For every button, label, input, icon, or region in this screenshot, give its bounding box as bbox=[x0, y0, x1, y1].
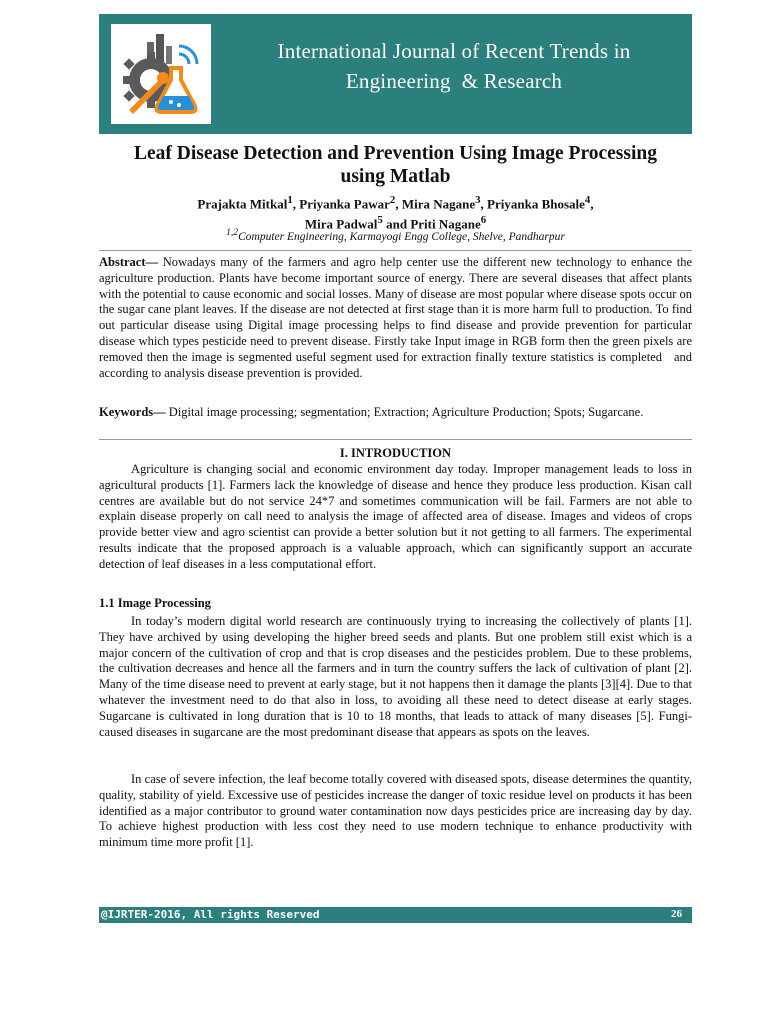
page-number: 26 bbox=[671, 908, 682, 920]
author-sup: 3 bbox=[475, 194, 481, 206]
journal-header bbox=[99, 14, 692, 134]
abstract bbox=[99, 255, 696, 381]
author-sup: 2 bbox=[389, 194, 396, 206]
author-name: Priyanka Pawar bbox=[299, 196, 390, 212]
paper-title-line2: using Matlab bbox=[340, 166, 451, 187]
paper-title bbox=[99, 142, 692, 188]
abstract-label: Abstract— bbox=[99, 255, 159, 269]
divider bbox=[99, 250, 692, 251]
journal-title bbox=[224, 36, 684, 96]
journal-logo bbox=[111, 24, 211, 124]
author-name: Priyanka Bhosale bbox=[487, 196, 585, 212]
paper-title-line1: Leaf Disease Detection and Prevention Using Image Processing bbox=[133, 143, 657, 164]
journal-title-line2: Engineering & Research bbox=[345, 69, 563, 93]
author-name: Priti Nagane bbox=[410, 216, 481, 232]
author-sup: 5 bbox=[377, 214, 383, 227]
subsection-heading: 1.1 Image Processing bbox=[99, 596, 211, 610]
abstract-text: Nowadays many of the farmers and agro help center use the different new technology to enhance the agriculture production. Plants have become important source of energy. There are several diseases that affect plants with the potential to cause economic and social losses. Many of disease are most popular where disease spots occur on the sugar cane plant leaves. If the disease are not detected at first stage than it is more harm full to production. To find out particular disease using Digital image processing helps to find disease and provide prevention for particular disease which types pesticide need to prevent disease. Firstly take Input image in RGB form then the green pixels are removed then the image is segmented useful segment used for extraction finally texture statistics is completed and according to analysis disease prevention is provided. bbox=[99, 255, 696, 380]
author-sup: 4 bbox=[584, 194, 591, 206]
body-paragraph: In case of severe infection, the leaf become totally covered with diseased spots, disease determines the quantity, quality, stability of yield. Excessive use of pesticides increase the danger of toxic residue level on products it has been identified as a major contributor to ground water contamination now days pesticides price are increasing day by day. To achieve highest production with less cost they need to use modern technique to enhance productivity with minimum time more profit [1]. bbox=[99, 772, 692, 850]
author-name: Mira Padwal bbox=[304, 216, 378, 232]
authors-line1: Prajakta Mitkal$^1$, Priyanka Pawar$^2$, Mira Nagane$^3$, Priyanka Bhosale$^4$, bbox=[197, 194, 594, 212]
affiliation bbox=[99, 226, 692, 244]
intro-paragraph: Agriculture is changing social and economic environment day today. Improper management leads to loss in agricultural products [1]. Farmers lack the knowledge of disease and hence they produce less production. Kisan call centres are available but do not service 24*7 and sometimes communication will be fail. Farmers are not able to explain disease properly on call need to analysis the image of affected area of disease. Images and videos of crops provide better view and agro scientist can provide a better solution but it not getting to all farmers. The experimental results indicate that the proposed approach is a valuable approach, which can significantly support an accurate detection of leaf diseases in a less computational effort. bbox=[99, 462, 692, 571]
author-name: Mira Nagane bbox=[401, 196, 476, 212]
page-footer bbox=[99, 907, 692, 923]
author-sup: 6 bbox=[480, 214, 487, 227]
copyright-text: @IJRTER-2016, All rights Reserved bbox=[101, 908, 320, 921]
journal-title-line1: International Journal of Recent Trends in bbox=[277, 39, 631, 63]
body-paragraph: In today’s modern digital world research are continuously trying to increasing the collectively of plants [1]. They have archived by using developing the higher breed seeds and plants. But one problem still exist which is a major concern of the cultivation of crop and that is crop diseases and the pesticides problem. Due to these problems, the cultivation decreases and hence all the farmers and in turn the country suffers the lack of cultivation of plant [2]. Many of the time disease need to prevent at early stage, but it not happens then it damage the plants [3][4]. Due to that whatever the investment need to do that also in loss, to avoiding all these need to detect disease at early stages. Sugarcane is cultivated in long duration that is 10 to 18 months, that leads to attack of many diseases [5]. Fungi-caused diseases in sugarcane are the most predominant disease that appears as spots on the leaves. bbox=[99, 614, 692, 739]
section-heading: I. INTRODUCTION bbox=[339, 446, 452, 460]
gear-flask-wifi-icon bbox=[111, 24, 211, 124]
keywords-label: Keywords— bbox=[99, 405, 166, 419]
affiliation-sup: 1,2 bbox=[226, 227, 239, 238]
author-name: Prajakta Mitkal bbox=[197, 196, 288, 212]
keywords bbox=[99, 405, 692, 421]
keywords-text: Digital image processing; segmentation; Extraction; Agriculture Production; Spots; Sugarcane. bbox=[165, 405, 644, 419]
author-conjunction: and bbox=[382, 216, 411, 232]
author-sup: 1 bbox=[287, 194, 293, 206]
affiliation-text: Computer Engineering, Karmayogi Engg College, Shelve, Pandharpur bbox=[238, 230, 565, 243]
divider bbox=[99, 439, 692, 440]
